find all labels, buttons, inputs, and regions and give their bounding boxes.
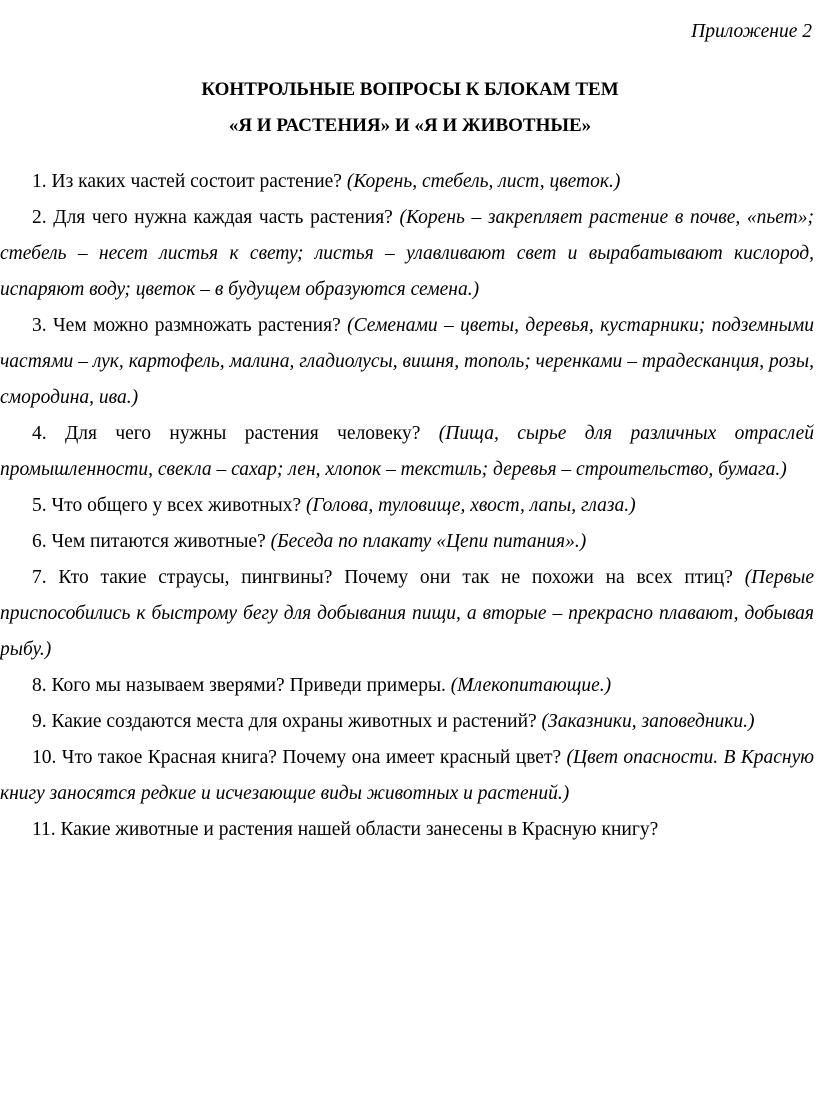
question-item [0, 704, 814, 740]
appendix-label: Приложение 2 [691, 21, 812, 42]
question-text: 11. Какие животные и растения нашей области занесены в Красную книгу? [32, 819, 659, 840]
question-item [0, 308, 814, 416]
question-item [0, 524, 814, 560]
question-text: 1. Из каких частей состоит растение? [32, 171, 347, 192]
answer-text: (Семенами – цветы, деревья, кустарники; подземными частями – лук, картофель, малина, гладиолусы, вишня, тополь; черенками – традесканция, розы, смородина, ива.) [0, 315, 815, 408]
answer-text: (Корень – закрепляет растение в почве, «пьет»; стебель – несет листья к свету; листья – улавливают свет и вырабатывают кислород, испаряют воду; цветок – в будущем образуются семена.) [0, 207, 814, 300]
question-text: 3. Чем можно размножать растения? [32, 315, 348, 336]
answer-text: (Корень, стебель, лист, цветок.) [346, 171, 621, 192]
question-item [0, 812, 814, 848]
question-text: 6. Чем питаются животные? [32, 531, 271, 552]
question-item [0, 416, 814, 488]
question-text: 8. Кого мы называем зверями? Приведи примеры. [32, 675, 451, 696]
answer-text: (Первые приспособились к быстрому бегу для добывания пищи, а вторые – прекрасно плавают, добывая рыбу.) [0, 567, 814, 660]
question-item [0, 164, 814, 200]
question-text: 2. Для чего нужна каждая часть растения? [32, 207, 400, 228]
question-text: 7. Кто такие страусы, пингвины? Почему они так не похожи на всех птиц? [32, 567, 745, 588]
title-line-2: «Я И РАСТЕНИЯ» И «Я И ЖИВОТНЫЕ» [228, 115, 592, 136]
question-item [0, 200, 814, 308]
question-item [0, 740, 814, 812]
answer-text: (Млекопитающие.) [450, 675, 612, 696]
answer-text: (Цвет опасности. В Красную книгу заносятся редкие и исчезающие виды животных и растений.) [0, 747, 815, 804]
answer-text: (Голова, туловище, хвост, лапы, глаза.) [306, 495, 636, 516]
question-item [0, 560, 814, 668]
question-text: 4. Для чего нужны растения человеку? [32, 423, 439, 444]
question-text: 10. Что такое Красная книга? Почему она имеет красный цвет? [32, 747, 567, 768]
question-item [0, 488, 814, 524]
question-item [0, 668, 814, 704]
page-title [0, 72, 814, 144]
answer-text: (Заказники, заповедники.) [541, 711, 755, 732]
question-text: 5. Что общего у всех животных? [32, 495, 306, 516]
answer-text: (Пища, сырье для различных отраслей промышленности, свекла – сахар; лен, хлопок – текстиль; деревья – строительство, бумага.) [0, 423, 814, 480]
question-list [0, 164, 814, 848]
question-text: 9. Какие создаются места для охраны животных и растений? [32, 711, 542, 732]
answer-text: (Беседа по плакату «Цепи питания».) [270, 531, 587, 552]
title-line-1: КОНТРОЛЬНЫЕ ВОПРОСЫ К БЛОКАМ ТЕМ [201, 79, 619, 100]
